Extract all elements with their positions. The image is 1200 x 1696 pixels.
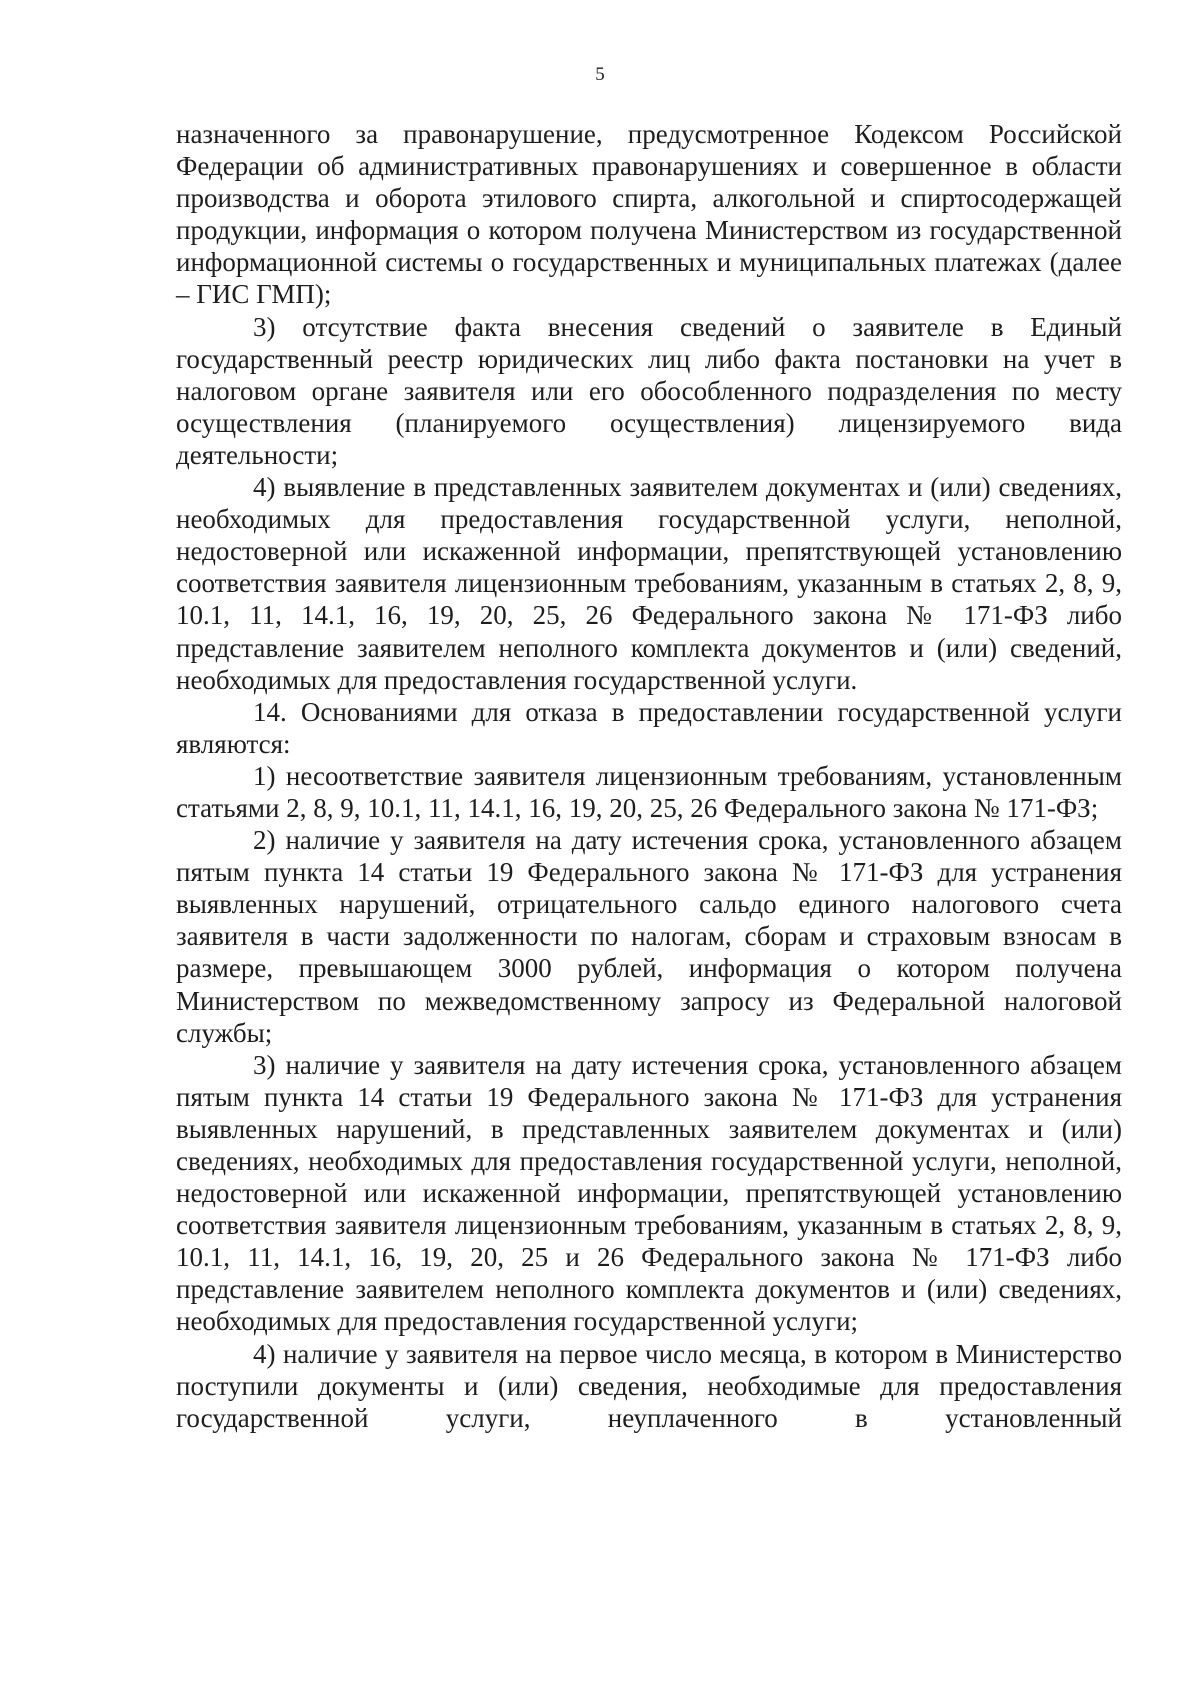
paragraph-section-14: 14. Основаниями для отказа в предоставлении государственной услуги являются: [176, 696, 1122, 759]
paragraph-refusal-item-3: 3) наличие у заявителя на дату истечения срока, установленного абзацем пятым пункта 14 статьи 19 Федерального закона № 171-ФЗ для устранения выявленных нарушений, в представленных заявителем документах и (или) сведениях, необходимых для предоставления государственной услуги, неполной, недостоверной или искаженной информации, препятствующей установлению соответствия заявителя лицензионным требованиям, указанным в статьях 2, 8, 9, 10.1, 11, 14.1, 16, 19, 20, 25 и 26 Федерального закона № 171-ФЗ либо представление заявителем неполного комплекта документов и (или) сведениях, необходимых для предоставления государственной услуги; [176, 1049, 1122, 1337]
document-body [176, 118, 1122, 1434]
paragraph-refusal-item-2: 2) наличие у заявителя на дату истечения срока, установленного абзацем пятым пункта 14 статьи 19 Федерального закона № 171-ФЗ для устранения выявленных нарушений, отрицательного сальдо единого налогового счета заявителя в части задолженности по налогам, сборам и страховым взносам в размере, превышающем 3000 рублей, информация о котором получена Министерством по межведомственному запросу из Федеральной налоговой службы; [176, 825, 1122, 1048]
paragraph-item-4-detection: 4) выявление в представленных заявителем документах и (или) сведениях, необходимых для предоставления государственной услуги, неполной, недостоверной или искаженной информации, препятствующей установлению соответствия заявителя лицензионным требованиям, указанным в статьях 2, 8, 9, 10.1, 11, 14.1, 16, 19, 20, 25, 26 Федерального закона № 171-ФЗ либо представление заявителем неполного комплекта документов и (или) сведений, необходимых для предоставления государственной услуги. [176, 472, 1122, 695]
paragraph-continuation: назначенного за правонарушение, предусмотренное Кодексом Российской Федерации об административных правонарушениях и совершенное в области производства и оборота этилового спирта, алкогольной и спиртосодержащей продукции, информация о котором получена Министерством из государственной информационной системы о государственных и муниципальных платежах (далее – ГИС ГМП); [176, 119, 1122, 310]
page-number: 5 [595, 64, 605, 85]
paragraph-refusal-item-4: 4) наличие у заявителя на первое число месяца, в котором в Министерство поступили документы и (или) сведения, необходимые для предоставления государственной услуги, неуплаченного в установленный [176, 1338, 1122, 1433]
paragraph-refusal-item-1: 1) несоответствие заявителя лицензионным требованиям, установленным статьями 2, 8, 9, 10.1, 11, 14.1, 16, 19, 20, 25, 26 Федерального закона № 171-ФЗ; [176, 760, 1122, 823]
paragraph-item-3-absence: 3) отсутствие факта внесения сведений о заявителе в Единый государственный реестр юридических лиц либо факта постановки на учет в налоговом органе заявителя или его обособленного подразделения по месту осуществления (планируемого осуществления) лицензируемого вида деятельности; [176, 311, 1122, 470]
